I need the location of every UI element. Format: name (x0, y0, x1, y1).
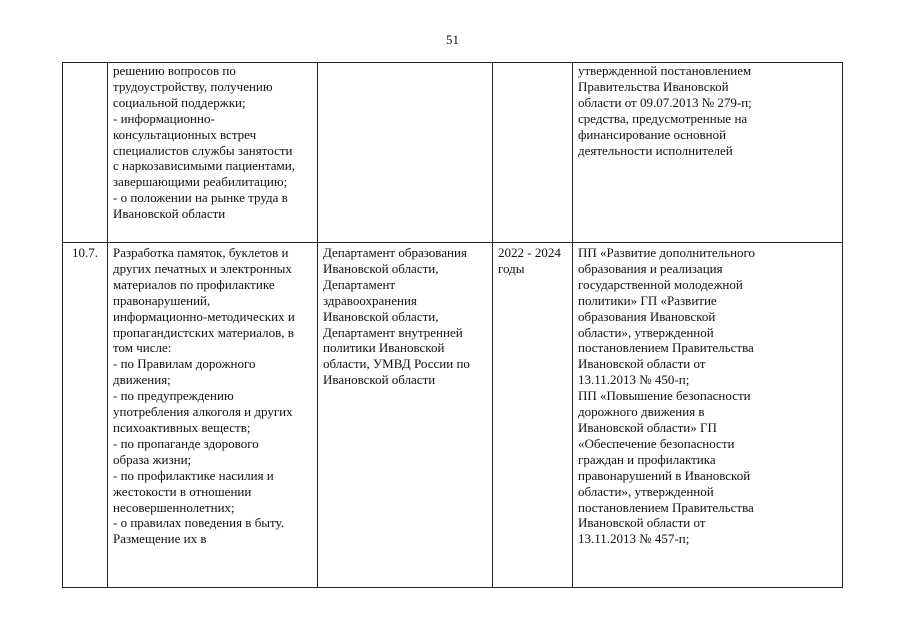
description-line: психоактивных веществ; (113, 419, 251, 435)
table-row (63, 243, 843, 588)
funding-source-line: ПП «Развитие дополнительного (578, 245, 756, 260)
description-line: информационно-методических и (113, 308, 295, 324)
executors-cell (318, 63, 493, 243)
measures-table (62, 62, 843, 588)
description-line: правонарушений, (113, 292, 211, 308)
funding-source-line: утвержденной постановлением (578, 63, 752, 78)
funding-source-line: образования и реализация (578, 260, 723, 276)
executor-line: Ивановской области, (323, 308, 439, 324)
term-line: годы (498, 260, 525, 276)
funding-source-line: финансирование основной (578, 126, 727, 142)
description-line: - о правилах поведения в быту. (113, 515, 284, 531)
description-line: материалов по профилактике (113, 276, 275, 292)
funding-source-line: политики» ГП «Развитие (578, 292, 717, 308)
description-line: - по Правилам дорожного (113, 356, 256, 372)
executors-cell (318, 243, 493, 588)
funding-source-line: Правительства Ивановской (578, 78, 729, 94)
description-line: консультационных встреч (113, 126, 257, 142)
description-line: специалистов службы занятости (113, 142, 293, 158)
executor-line: области, УМВД России по (323, 356, 470, 372)
executor-line: политики Ивановской (323, 340, 445, 356)
table-row (63, 63, 843, 243)
funding-source-line: средства, предусмотренные на (578, 110, 748, 126)
row-number: 10.7. (72, 245, 98, 260)
description-line: движения; (113, 372, 171, 388)
description-line: решению вопросов по (113, 63, 236, 78)
description-line: том числе: (113, 340, 172, 356)
funding-source-line: области», утвержденной (578, 324, 714, 340)
description-line: образа жизни; (113, 451, 192, 467)
description-line: трудоустройству, получению (113, 78, 273, 94)
description-line: - по предупреждению (113, 388, 234, 404)
row-number-cell (63, 63, 108, 243)
description-cell (108, 243, 318, 588)
funding-source-line: области от 09.07.2013 № 279-п; (578, 94, 752, 110)
funding-source-line: постановлением Правительства (578, 340, 754, 356)
funding-source-cell (573, 63, 843, 243)
description-line: пропагандистских материалов, в (113, 324, 294, 340)
description-line: - по пропаганде здорового (113, 435, 259, 451)
funding-source-line: ПП «Повышение безопасности (578, 388, 751, 404)
funding-source-line: Ивановской области от (578, 356, 706, 372)
description-line: несовершеннолетних; (113, 499, 235, 515)
funding-source-line: граждан и профилактика (578, 451, 716, 467)
term-line: 2022 - 2024 (498, 245, 561, 260)
description-line: - информационно- (113, 110, 215, 126)
funding-source-line: Ивановской области» ГП (578, 419, 717, 435)
description-cell (108, 63, 318, 243)
funding-source-cell (573, 243, 843, 588)
funding-source-line: деятельности исполнителей (578, 142, 733, 158)
funding-source-line: постановлением Правительства (578, 499, 754, 515)
page-number: 51 (446, 32, 459, 47)
executor-line: Ивановской области (323, 372, 436, 388)
description-line: Размещение их в (113, 531, 207, 547)
row-number-cell (63, 243, 108, 588)
description-line: - о положении на рынке труда в (113, 190, 288, 206)
funding-source-line: 13.11.2013 № 450-п; (578, 372, 690, 388)
description-line: социальной поддержки; (113, 94, 246, 110)
description-line: завершающими реабилитацию; (113, 174, 288, 190)
funding-source-line: Ивановской области от (578, 515, 706, 531)
executor-line: Департамент внутренней (323, 324, 463, 340)
description-line: с наркозависимыми пациентами, (113, 158, 295, 174)
term-cell (493, 63, 573, 243)
executor-line: здравоохранения (323, 292, 417, 308)
description-line: Ивановской области (113, 206, 226, 222)
funding-source-line: области», утвержденной (578, 483, 714, 499)
funding-source-line: государственной молодежной (578, 276, 743, 292)
description-line: - по профилактике насилия и (113, 467, 274, 483)
funding-source-line: дорожного движения в (578, 404, 705, 420)
term-cell (493, 243, 573, 588)
executor-line: Ивановской области, (323, 260, 439, 276)
funding-source-line: правонарушений в Ивановской (578, 467, 751, 483)
description-line: употребления алкоголя и других (113, 404, 293, 420)
description-line: других печатных и электронных (113, 260, 292, 276)
executor-line: Департамент (323, 276, 396, 292)
executor-line: Департамент образования (323, 245, 467, 260)
funding-source-line: образования Ивановской (578, 308, 716, 324)
description-line: жестокости в отношении (113, 483, 252, 499)
funding-source-line: 13.11.2013 № 457-п; (578, 531, 690, 547)
description-line: Разработка памяток, буклетов и (113, 245, 289, 260)
funding-source-line: «Обеспечение безопасности (578, 435, 735, 451)
